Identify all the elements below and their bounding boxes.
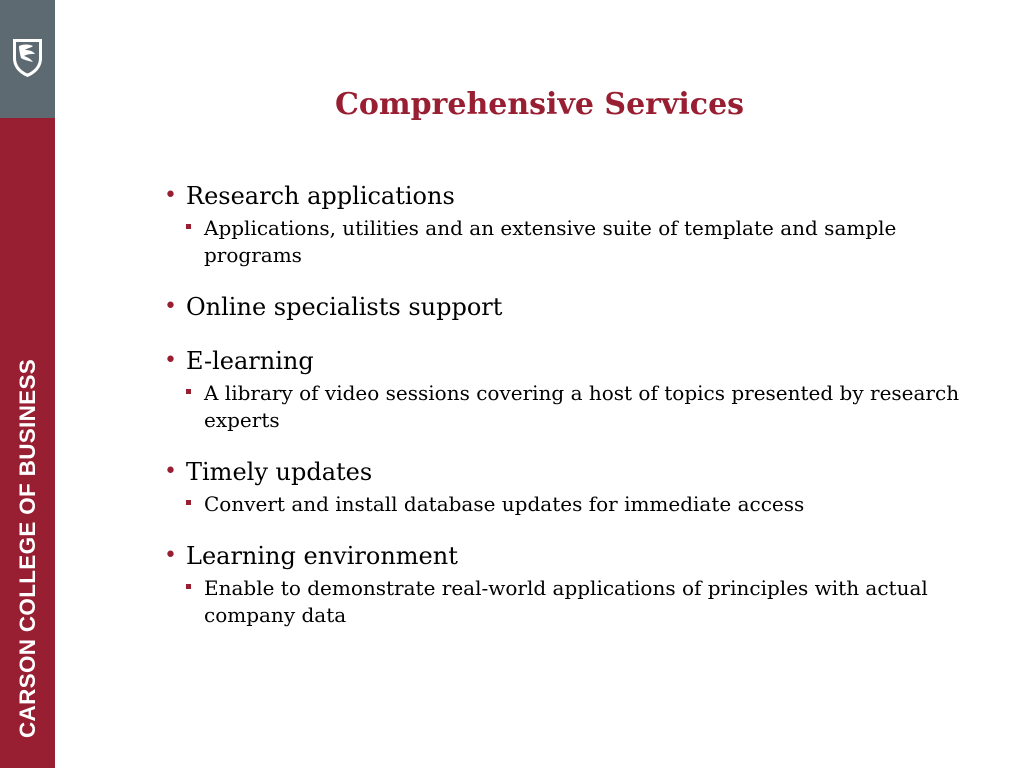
bullet-group — [164, 456, 984, 518]
bullet-item — [164, 345, 984, 377]
sub-bullet-text: A library of video sessions covering a host of topics presented by research experts — [204, 381, 960, 432]
title-area — [55, 86, 1024, 124]
sub-bullet-marker-icon — [186, 224, 191, 229]
sidebar — [0, 0, 55, 768]
bullet-item — [164, 180, 984, 212]
cougar-shield-icon — [11, 36, 44, 78]
sub-bullet-text: Convert and install database updates for immediate access — [204, 492, 805, 516]
sub-bullet-item — [186, 215, 984, 269]
sub-bullet-marker-icon — [186, 500, 191, 505]
sub-bullet-text: Enable to demonstrate real-world applications of principles with actual company data — [204, 576, 928, 627]
bullet-group — [164, 291, 984, 323]
sidebar-logo-panel — [0, 0, 55, 118]
sub-bullet-item — [186, 575, 984, 629]
bullet-marker-icon: • — [164, 183, 177, 208]
bullet-list — [164, 180, 984, 651]
sub-bullet-marker-icon — [186, 584, 191, 589]
sub-bullet-item — [186, 491, 984, 518]
sub-bullet-marker-icon — [186, 389, 191, 394]
sub-bullet-text: Applications, utilities and an extensive suite of template and sample programs — [204, 216, 897, 267]
bullet-marker-icon: • — [164, 294, 177, 319]
bullet-item — [164, 540, 984, 572]
bullet-group — [164, 345, 984, 434]
bullet-item — [164, 291, 984, 323]
slide-title: Comprehensive Services — [334, 87, 745, 122]
college-name: CARSON COLLEGE OF BUSINESS — [15, 358, 40, 738]
bullet-marker-icon: • — [164, 459, 177, 484]
bullet-text: Learning environment — [186, 542, 458, 570]
bullet-text: Research applications — [186, 182, 455, 210]
sub-bullet-item — [186, 380, 984, 434]
bullet-marker-icon: • — [164, 348, 177, 373]
bullet-text: E-learning — [186, 347, 314, 375]
bullet-group — [164, 180, 984, 269]
bullet-text: Online specialists support — [186, 293, 503, 321]
bullet-marker-icon: • — [164, 543, 177, 568]
bullet-item — [164, 456, 984, 488]
bullet-text: Timely updates — [186, 458, 373, 486]
bullet-group — [164, 540, 984, 629]
